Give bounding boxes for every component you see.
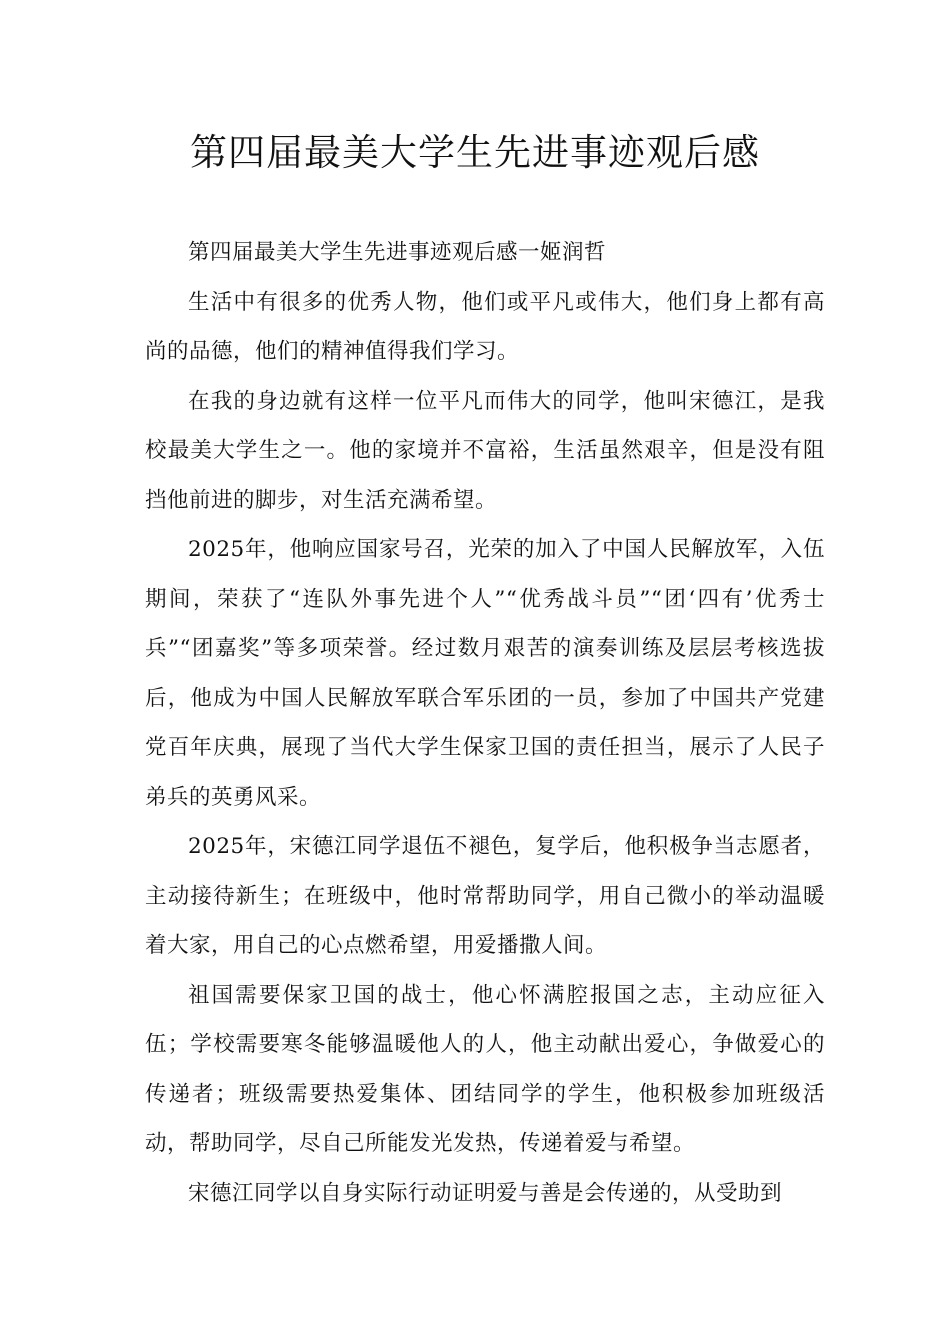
paragraph-subtitle: 第四届最美大学生先进事迹观后感一姬润哲 <box>188 240 607 265</box>
paragraph: 在我的身边就有这样一位平凡而伟大的同学，他叫宋德江，是我校最美大学生之一。他的家境并不富裕，生活虽然艰辛，但是没有阻挡他前进的脚步，对生活充满希望。 <box>145 388 825 513</box>
paragraph: 祖国需要保家卫国的战士，他心怀满腔报国之志，主动应征入伍；学校需要寒冬能够温暖他人的人，他主动献出爱心，争做爱心的传递者；班级需要热爱集体、团结同学的学生，他积极参加班级活动，帮助同学，尽自己所能发光发热，传递着爱与希望。 <box>145 982 825 1156</box>
paragraph: 2025年，宋德江同学退伍不褪色，复学后，他积极争当志愿者，主动接待新生；在班级中，他时常帮助同学，用自己微小的举动温暖着大家，用自己的心点燃希望，用爱播撒人间。 <box>145 834 825 958</box>
paragraph: 2025年，他响应国家号召，光荣的加入了中国人民解放军，入伍期间，荣获了“连队外事先进个人”“优秀战斗员”“团‘四有’优秀士兵”“团嘉奖”等多项荣誉。经过数月艰苦的演奏训练及层层考核选拔后，他成为中国人民解放军联合军乐团的一员，参加了中国共产党建党百年庆典，展现了当代大学生保家卫国的责任担当，展示了人民子弟兵的英勇风采。 <box>145 537 825 810</box>
document-title: 第四届最美大学生先进事迹观后感 <box>190 131 760 174</box>
document-body <box>145 228 825 1218</box>
paragraph: 宋德江同学以自身实际行动证明爱与善是会传递的，从受助到 <box>188 1180 783 1206</box>
paragraph: 生活中有很多的优秀人物，他们或平凡或伟大，他们身上都有高尚的品德，他们的精神值得我们学习。 <box>145 289 825 364</box>
